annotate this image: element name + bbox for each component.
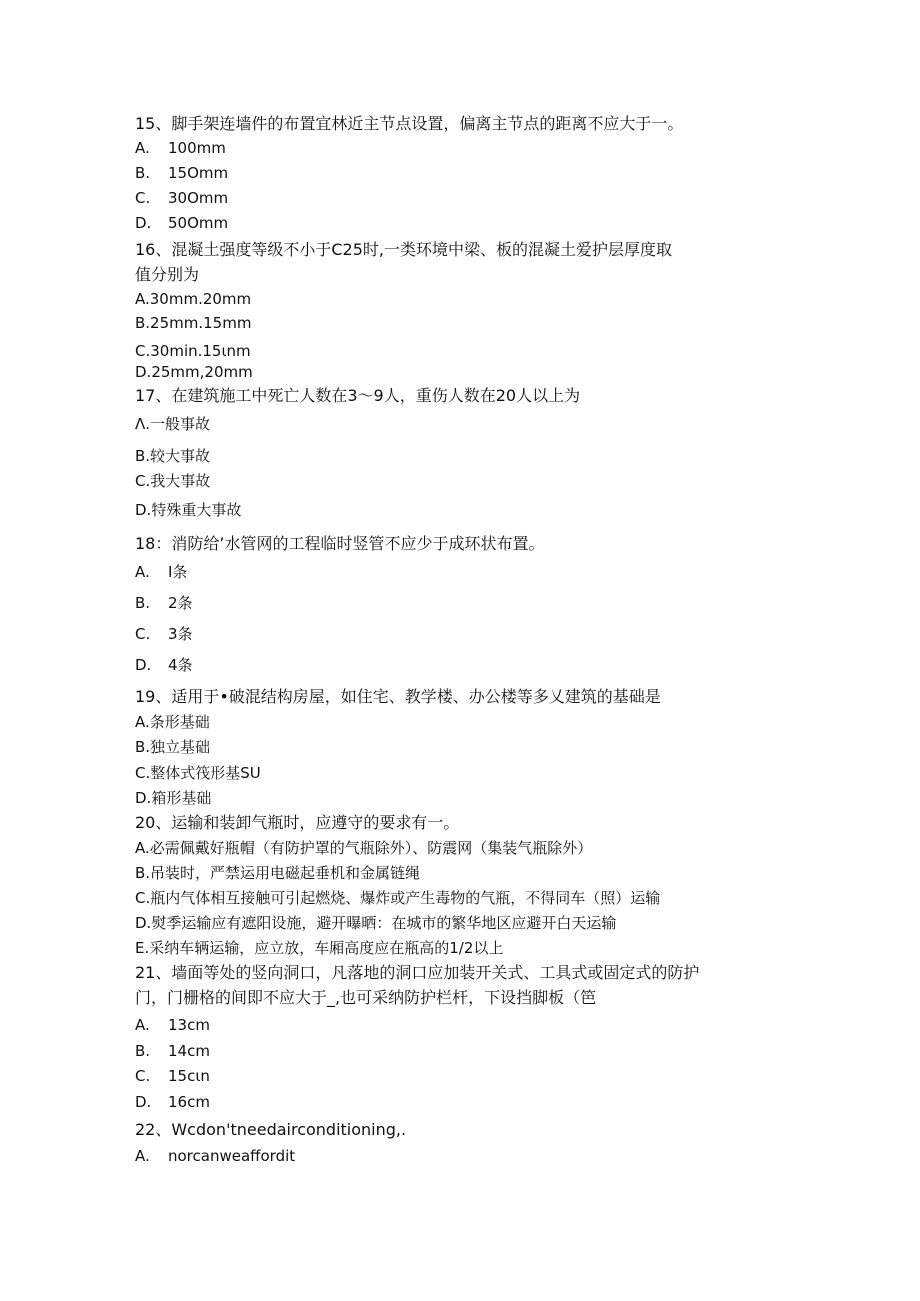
question-20-option-b: B.吊装时，严禁运用电磁起垂机和金属链绳 xyxy=(135,864,421,882)
question-16-option-b: B.25mm.15mm xyxy=(135,314,252,332)
question-15-option-a xyxy=(135,138,226,158)
option-key: D. xyxy=(135,214,152,232)
question-15-option-d xyxy=(135,213,228,233)
question-15-option-c xyxy=(135,188,228,208)
question-18-option-d xyxy=(135,655,193,675)
option-text: 2条 xyxy=(168,594,193,612)
question-20-option-c: C.瓶内气体相互接触可引起燃烧、爆炸或产生毒物的气瓶，不得同车（照）运输 xyxy=(135,889,661,907)
option-text: norcanweaffordit xyxy=(168,1147,296,1165)
option-key: A. xyxy=(135,139,150,157)
option-text: I条 xyxy=(168,563,188,581)
question-21-stem-line-2: 门，门栅格的间即不应大于_,也可采纳防护栏杆，下设挡脚板（笆 xyxy=(135,988,597,1007)
option-key: B. xyxy=(135,1042,151,1060)
option-text: 100mm xyxy=(168,139,226,157)
option-key: C. xyxy=(135,625,151,643)
question-15-stem: 15、脚手架连墙件的布置宜林近主节点设置，偏离主节点的距离不应大于一。 xyxy=(135,114,684,133)
question-22-stem: 22、Wcdon'tneedairconditioning,. xyxy=(135,1120,407,1139)
option-text: 30Omm xyxy=(168,189,229,207)
option-key: C. xyxy=(135,189,151,207)
option-key: A. xyxy=(135,563,150,581)
question-17-option-a: Λ.一般事故 xyxy=(135,415,211,433)
question-21-stem-line-1: 21、墙面等处的竖向洞口，凡落地的洞口应加装开关式、工具式或固定式的防护 xyxy=(135,963,700,982)
question-17-stem: 17、在建筑施工中死亡人数在3～9人，重伤人数在20人以上为 xyxy=(135,386,581,405)
option-key: D. xyxy=(135,656,152,674)
question-21-option-a xyxy=(135,1015,210,1035)
question-21-option-c xyxy=(135,1066,210,1086)
option-key: C. xyxy=(135,1067,151,1085)
question-18-stem: 18：消防给’水管网的工程临时竖管不应少于成环状布置。 xyxy=(135,534,545,553)
question-20-stem: 20、运输和装卸气瓶时，应遵守的要求有一。 xyxy=(135,813,460,832)
question-19-option-a: A.条形基础 xyxy=(135,713,210,731)
question-21-option-b xyxy=(135,1041,210,1061)
question-17-option-d: D.特殊重大事故 xyxy=(135,501,242,519)
option-key: B. xyxy=(135,164,151,182)
option-key: A. xyxy=(135,1016,150,1034)
option-text: 15Omm xyxy=(168,164,229,182)
question-20-option-a: A.必需佩戴好瓶帽（有防护罩的气瓶除外）、防震网（集装气瓶除外） xyxy=(135,839,593,857)
question-19-option-c: C.整体式筏形基SU xyxy=(135,764,261,782)
question-18-option-b xyxy=(135,593,193,613)
option-text: 4条 xyxy=(168,656,193,674)
option-text: 3条 xyxy=(168,625,193,643)
question-16-option-a: A.30mm.20mm xyxy=(135,290,252,308)
question-20-option-d: D.熨季运输应有遮阳设施，避开曝晒：在城市的繁华地区应避开白天运输 xyxy=(135,914,617,932)
question-16-option-c: C.30min.15ιnm xyxy=(135,342,251,360)
question-15-option-b xyxy=(135,163,228,183)
option-key: A. xyxy=(135,1147,150,1165)
question-19-option-d: D.箱形基础 xyxy=(135,789,212,807)
question-17-option-c: C.我大事故 xyxy=(135,472,211,490)
question-16-option-d: D.25mm,20mm xyxy=(135,363,253,381)
option-text: 14cm xyxy=(168,1042,210,1060)
option-text: 50Omm xyxy=(168,214,229,232)
question-18-option-c xyxy=(135,624,193,644)
option-text: 16cm xyxy=(168,1093,210,1111)
question-22-option-a xyxy=(135,1146,295,1166)
question-19-stem: 19、适用于•破混结构房屋，如住宅、教学楼、办公楼等多乂建筑的基础是 xyxy=(135,687,661,706)
option-text: 15cιn xyxy=(168,1067,210,1085)
question-20-option-e: E.采纳车辆运输，应立放，车厢高度应在瓶高的1/2以上 xyxy=(135,939,504,957)
question-18-option-a xyxy=(135,562,187,582)
question-16-stem-line-1: 16、混凝土强度等级不小于C25时,一类环境中梁、板的混凝土爱护层厚度取 xyxy=(135,240,672,259)
question-16-stem-line-2: 值分别为 xyxy=(135,265,200,284)
question-21-option-d xyxy=(135,1092,210,1112)
option-text: 13cm xyxy=(168,1016,210,1034)
question-19-option-b: B.独立基础 xyxy=(135,738,211,756)
question-17-option-b: B.较大事故 xyxy=(135,447,211,465)
option-key: D. xyxy=(135,1093,152,1111)
option-key: B. xyxy=(135,594,151,612)
